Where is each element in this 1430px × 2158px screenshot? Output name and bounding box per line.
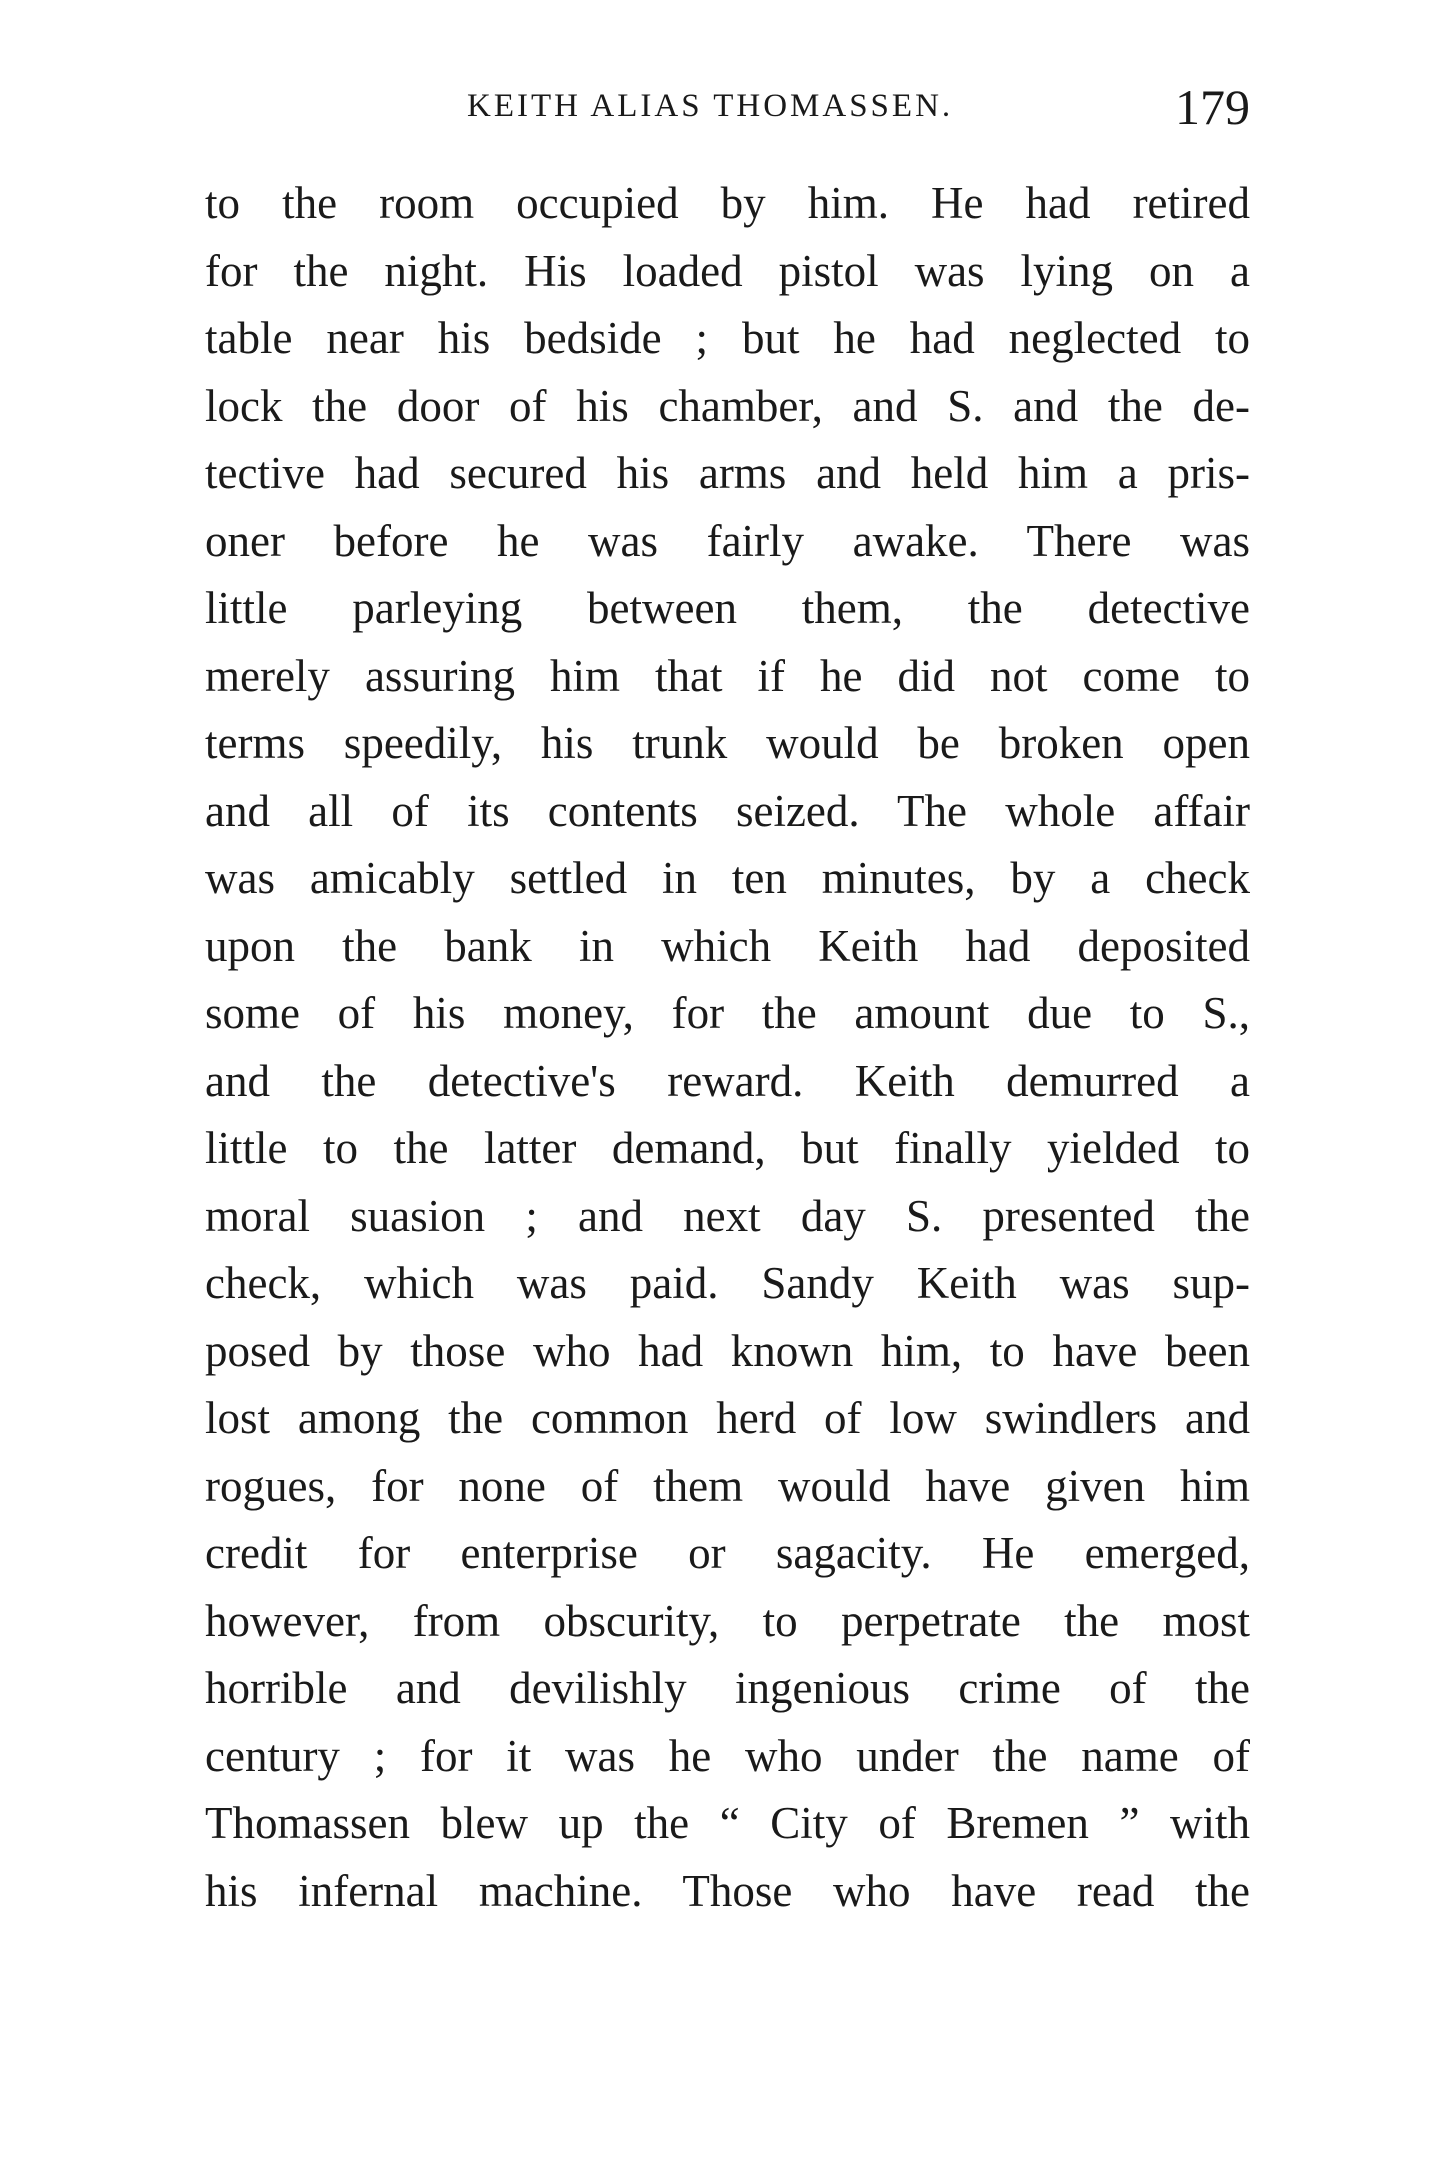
text-line: his infernal machine. Those who have read the — [205, 1865, 1250, 1916]
text-line: some of his money, for the amount due to S., — [205, 988, 1250, 1038]
text-line: oner before he was fairly awake. There was — [205, 515, 1250, 566]
text-line: merely assuring him that if he did not come to — [205, 650, 1250, 701]
text-line: for the night. His loaded pistol was lying on a — [205, 245, 1250, 296]
text-line: check, which was paid. Sandy Keith was sup- — [205, 1258, 1250, 1308]
text-line: little parleying between them, the detective — [205, 583, 1250, 633]
text-line: little to the latter demand, but finally yielded to — [205, 1123, 1250, 1173]
text-line: lost among the common herd of low swindlers and — [205, 1393, 1250, 1443]
text-line: terms speedily, his trunk would be broken open — [205, 718, 1250, 768]
text-line: table near his bedside ; but he had neglected to — [205, 313, 1250, 363]
text-line: and all of its contents seized. The whole affair — [205, 785, 1250, 836]
text-line: however, from obscurity, to perpetrate the most — [205, 1595, 1250, 1646]
page-header — [205, 78, 1250, 138]
text-line: upon the bank in which Keith had deposited — [205, 920, 1250, 971]
text-line: was amicably settled in ten minutes, by a check — [205, 853, 1250, 903]
page-number: 179 — [1175, 79, 1250, 135]
text-line: moral suasion ; and next day S. presented the — [205, 1190, 1250, 1241]
text-line: to the room occupied by him. He had retired — [205, 178, 1250, 228]
text-line: rogues, for none of them would have given him — [205, 1460, 1250, 1511]
running-head: KEITH ALIAS THOMASSEN. — [467, 88, 954, 124]
body-text — [205, 170, 1250, 1925]
text-line: Thomassen blew up the “ City of Bremen ” with — [205, 1798, 1250, 1848]
text-line: lock the door of his chamber, and S. and the de- — [205, 380, 1250, 431]
text-line: century ; for it was he who under the name of — [205, 1730, 1250, 1781]
text-line: tective had secured his arms and held him a pris- — [205, 448, 1250, 498]
text-line: credit for enterprise or sagacity. He emerged, — [205, 1528, 1250, 1578]
text-line: and the detective's reward. Keith demurred a — [205, 1055, 1250, 1106]
text-line: horrible and devilishly ingenious crime of the — [205, 1663, 1250, 1713]
text-line: posed by those who had known him, to have been — [205, 1325, 1250, 1376]
